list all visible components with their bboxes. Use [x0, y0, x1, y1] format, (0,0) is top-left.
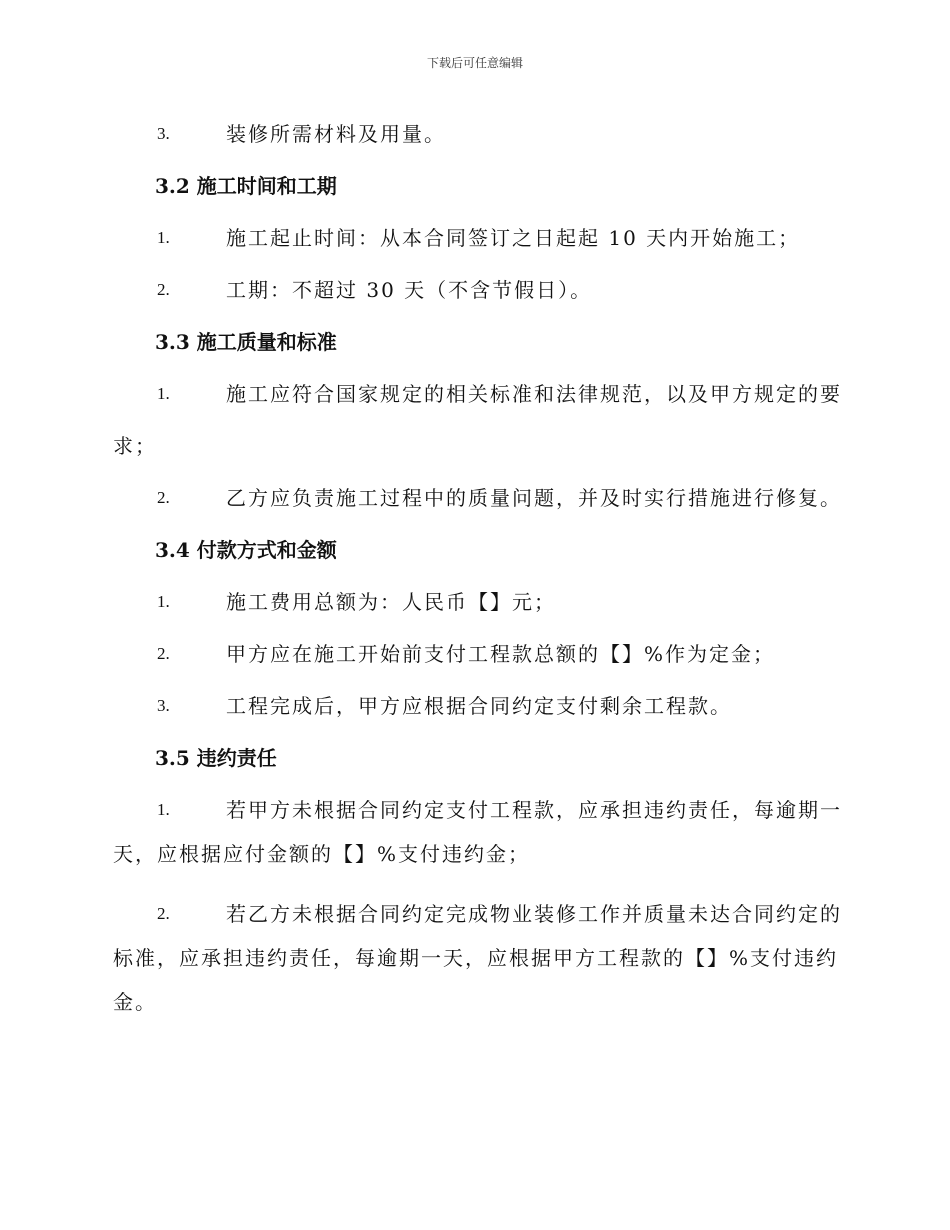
list-item — [113, 680, 835, 732]
document-body — [113, 108, 842, 1028]
list-text: 装修所需材料及用量。 — [226, 122, 446, 146]
list-item — [113, 264, 835, 316]
list-text: 求； — [113, 434, 157, 458]
list-item — [113, 628, 835, 680]
list-text: 甲方应在施工开始前支付工程款总额的【】%作为定金； — [226, 642, 776, 666]
list-text: 若甲方未根据合同约定支付工程款，应承担违约责任，每逾期一 — [226, 798, 842, 822]
section-heading-3-2 — [113, 160, 835, 212]
section-heading-3-3 — [113, 316, 835, 368]
section-heading-3-5 — [113, 732, 835, 784]
list-item-continuation — [113, 828, 835, 880]
list-text: 金。 — [113, 990, 157, 1014]
list-number: 3. — [157, 124, 170, 143]
list-text: 工程完成后，甲方应根据合同约定支付剩余工程款。 — [226, 694, 732, 718]
section-heading-3-4 — [113, 524, 835, 576]
section-heading-text: 3.4 付款方式和金额 — [155, 538, 337, 562]
list-item-continuation — [113, 420, 835, 472]
list-text: 标准，应承担违约责任，每逾期一天，应根据甲方工程款的【】%支付违约 — [113, 946, 839, 970]
list-text: 工期：不超过 30 天（不含节假日）。 — [226, 278, 593, 302]
list-number: 2. — [157, 644, 170, 663]
list-number: 1. — [157, 800, 170, 819]
list-item — [113, 212, 835, 264]
list-text: 若乙方未根据合同约定完成物业装修工作并质量未达合同约定的 — [226, 902, 842, 926]
list-text: 乙方应负责施工过程中的质量问题，并及时实行措施进行修复。 — [226, 486, 842, 510]
list-text: 施工应符合国家规定的相关标准和法律规范，以及甲方规定的要 — [226, 382, 842, 406]
list-item — [113, 108, 835, 160]
list-text: 施工费用总额为：人民币【】元； — [226, 590, 556, 614]
list-number: 1. — [157, 384, 170, 403]
list-text: 施工起止时间：从本合同签订之日起起 10 天内开始施工； — [226, 226, 801, 250]
list-number: 3. — [157, 696, 170, 715]
list-item — [113, 368, 842, 420]
list-number: 1. — [157, 228, 170, 247]
section-heading-text: 3.3 施工质量和标准 — [155, 330, 337, 354]
section-heading-text: 3.2 施工时间和工期 — [155, 174, 337, 198]
list-item-continuation — [113, 976, 835, 1028]
section-heading-text: 3.5 违约责任 — [155, 746, 277, 770]
page-header-note: 下载后可任意编辑 — [426, 56, 523, 70]
list-item — [113, 472, 842, 524]
list-number: 1. — [157, 592, 170, 611]
list-text: 天，应根据应付金额的【】%支付违约金； — [113, 842, 531, 866]
list-number: 2. — [157, 280, 170, 299]
list-number: 2. — [157, 488, 170, 507]
list-item — [113, 576, 835, 628]
list-number: 2. — [157, 904, 170, 923]
